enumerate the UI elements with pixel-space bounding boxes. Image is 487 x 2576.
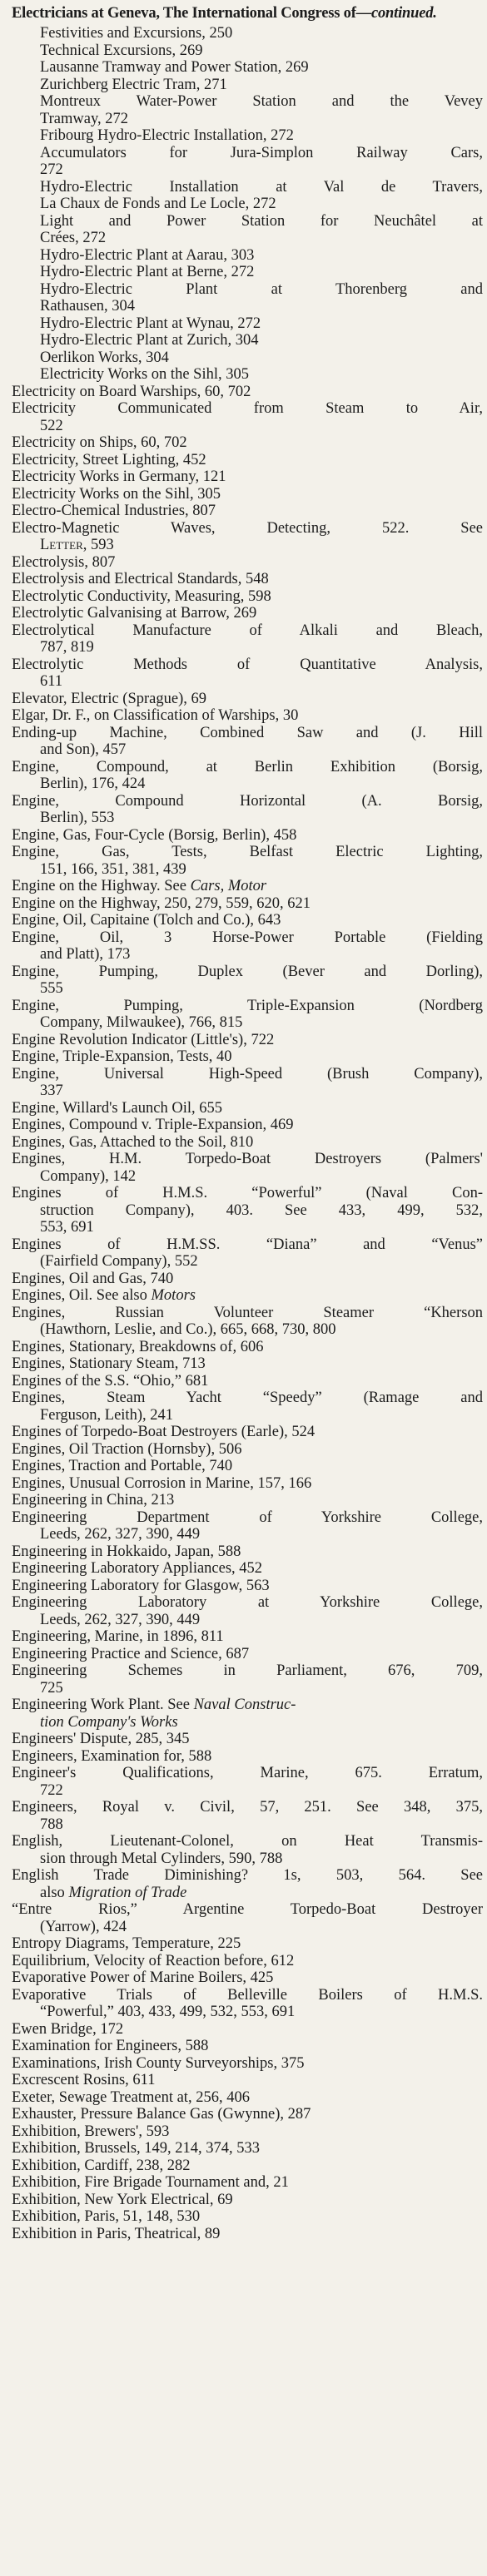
index-entry [12, 2226, 483, 2242]
index-entry [12, 2089, 483, 2106]
index-entry [12, 2038, 483, 2054]
entry-text: Hydro-Electric Plant at Berne, 272 [40, 264, 255, 280]
entry-text: Exhibition, Cardiff, 238, 282 [12, 2157, 191, 2174]
index-entry [12, 1509, 483, 1526]
entry-text: Leeds, 262, 327, 390, 449 [40, 1611, 201, 1628]
entry-text: Engineering Laboratory at Yorkshire College, [12, 1594, 483, 1611]
entry-text: Engine, Compound Horizontal (A. Borsig, [12, 792, 483, 810]
entry-text: Exhibition, Brewers', 593 [12, 2123, 170, 2140]
index-entry [12, 1799, 483, 1816]
index-entry [12, 605, 483, 622]
sub-entry [40, 332, 483, 349]
index-entry [12, 1305, 483, 1321]
entry-text: 787, 819 [40, 639, 94, 656]
entry-continuation [40, 1816, 483, 1833]
index-entry [12, 1492, 483, 1508]
index-entry [12, 434, 483, 451]
entry-text: Berlin), 176, 424 [40, 775, 146, 792]
entry-continuation [40, 741, 483, 758]
entry-continuation [40, 1782, 483, 1799]
index-entry [12, 1458, 483, 1474]
entry-text: Ending-up Machine, Combined Saw and (J. Hill [12, 724, 483, 741]
index-entry [12, 827, 483, 844]
index-entry [12, 1048, 483, 1065]
entry-text: Light and Power Station for Neuchâtel at [40, 212, 483, 230]
entry-text: Rathausen, 304 [40, 298, 136, 315]
index-entry [12, 2055, 483, 2072]
entry-text: Engineering Department of Yorkshire College, [12, 1508, 483, 1526]
entry-text: Oerlikon Works, 304 [40, 349, 169, 366]
entry-text: Electricity Communicated from Steam to Air, [12, 400, 483, 417]
entry-continuation [40, 230, 483, 246]
index-entry [12, 1594, 483, 1611]
entry-continuation [40, 673, 483, 690]
entry-text: Engines, Gas, Attached to the Soil, 810 [12, 1133, 254, 1151]
entry-text: Ewen Bridge, 172 [12, 2020, 124, 2038]
index-entry [12, 1560, 483, 1577]
entry-text: Engine, Universal High-Speed (Brush Company), [12, 1065, 483, 1082]
entry-text: 611 [40, 673, 63, 690]
index-entry [12, 707, 483, 724]
entry-continuation [40, 161, 483, 178]
index-entry [12, 691, 483, 707]
index-entry [12, 964, 483, 980]
entry-text: Leeds, 262, 327, 390, 449 [40, 1526, 201, 1543]
entry-text: “Powerful,” 403, 433, 499, 532, 553, 691 [40, 2004, 296, 2020]
entry-text: Evaporative Trials of Belleville Boilers of H.M.S. [12, 1986, 483, 2004]
index-entry [12, 1271, 483, 1287]
entry-text: 555 [40, 980, 63, 997]
index-entry [12, 2140, 483, 2157]
entry-cross-reference: Cars, Motor [190, 878, 267, 894]
sub-entry [40, 264, 483, 280]
index-entry [12, 1100, 483, 1117]
entry-text: Hydro-Electric Plant at Aarau, 303 [40, 246, 255, 264]
sub-entry [40, 42, 483, 59]
entry-text: Company, Milwaukee), 766, 815 [40, 1014, 243, 1031]
index-entry [12, 1578, 483, 1594]
index-entry [12, 2072, 483, 2088]
index-entry [12, 2021, 483, 2038]
sub-entry [40, 179, 483, 196]
index-entry [12, 1373, 483, 1390]
entry-continuation [40, 418, 483, 434]
index-entry [12, 1765, 483, 1781]
index-entry [12, 400, 483, 417]
entry-text: 553, 691 [40, 1219, 94, 1236]
index-entry [12, 759, 483, 775]
entry-text: Entropy Diagrams, Temperature, 225 [12, 1935, 241, 1952]
entry-continuation [40, 775, 483, 792]
index-entry [12, 1628, 483, 1645]
entry-text: Electrolytic Galvanising at Barrow, 269 [12, 605, 257, 622]
entry-text: Engine, Oil, 3 Horse-Power Portable (Fielding [12, 929, 483, 946]
entry-text: Exhibition, New York Electrical, 69 [12, 2191, 233, 2208]
entry-text: Crées, 272 [40, 230, 107, 246]
page-heading [12, 5, 483, 22]
entry-text: Electricity Works on the Sihl, 305 [40, 366, 249, 383]
sub-entry [40, 349, 483, 366]
index-entry [12, 929, 483, 946]
entry-text: Examinations, Irish County Surveyorships, 375 [12, 2054, 305, 2072]
entry-continuation [40, 1526, 483, 1543]
index-entry [12, 2192, 483, 2208]
entry-text: Accumulators for Jura-Simplon Railway Cars, [40, 144, 483, 161]
index-entry [12, 793, 483, 810]
entry-text: English, Lieutenant-Colonel, on Heat Transmis- [12, 1833, 483, 1850]
entry-text: Evaporative Power of Marine Boilers, 425 [12, 1969, 274, 1986]
entry-text: Exhibition in Paris, Theatrical, 89 [12, 2225, 221, 2242]
entry-text: Electricity, Street Lighting, 452 [12, 451, 206, 468]
index-entry [12, 1117, 483, 1133]
entry-text: 151, 166, 351, 381, 439 [40, 860, 186, 878]
sub-entry [40, 281, 483, 298]
entry-text: sion through Metal Cylinders, 590, 788 [40, 1850, 283, 1867]
entry-text: Engineering Work Plant. See [12, 1697, 194, 1713]
entry-continuation [40, 1680, 483, 1697]
entry-text: Engine, Pumping, Duplex (Bever and Dorling), [12, 963, 483, 980]
index-entry [12, 1355, 483, 1372]
entry-text: 788 [40, 1816, 63, 1833]
entry-text: Engineering Schemes in Parliament, 676, 709, [12, 1662, 483, 1679]
entry-text: Electricity on Board Warships, 60, 702 [12, 383, 251, 400]
index-entry [12, 1475, 483, 1492]
index-entry [12, 486, 483, 503]
index-entry [12, 725, 483, 741]
entry-text: 337 [40, 1082, 63, 1099]
index-entry [12, 1953, 483, 1969]
index-entry [12, 1748, 483, 1765]
entry-text: Festivities and Excursions, 250 [40, 25, 233, 42]
entry-text: Engineer's Qualifications, Marine, 675. Erratum, [12, 1765, 483, 1781]
entry-text: Engineering in China, 213 [12, 1492, 175, 1508]
sub-entry [40, 247, 483, 264]
entry-text: Electrolysis and Electrical Standards, 548 [12, 571, 269, 587]
entry-text: Equilibrium, Velocity of Reaction before, 612 [12, 1952, 295, 1969]
entry-text: Engine, Oil, Capitaine (Tolch and Co.), 643 [12, 912, 281, 929]
index-entry [12, 1134, 483, 1151]
entry-text: Engineering Practice and Science, 687 [12, 1645, 250, 1662]
entry-continuation [40, 1168, 483, 1185]
entry-continuation [40, 1919, 483, 1935]
entry-text: Fribourg Hydro-Electric Installation, 272 [40, 127, 294, 144]
entry-text: Engines, Stationary Steam, 713 [12, 1355, 206, 1372]
index-entry [12, 1731, 483, 1747]
sub-entry [40, 25, 483, 42]
entry-text: Zurichberg Electric Tram, 271 [40, 76, 227, 93]
entry-continuation [40, 1202, 483, 1219]
entry-cross-reference: Motors [151, 1287, 196, 1304]
entry-text: Engines, Unusual Corrosion in Marine, 157, 166 [12, 1474, 312, 1492]
entry-text: Exhibition, Paris, 51, 148, 530 [12, 2208, 201, 2225]
entry-text: Letter, 593 [40, 537, 114, 553]
index-entry [12, 656, 483, 673]
index-entry [12, 844, 483, 860]
entry-continuation [40, 861, 483, 878]
entry-text: Engine, Willard's Launch Oil, 655 [12, 1099, 222, 1117]
sub-entry [40, 77, 483, 93]
entry-text: Engines of Torpedo-Boat Destroyers (Earle), 524 [12, 1424, 316, 1440]
entry-continuation [40, 2004, 483, 2020]
entry-text: Electricity Works on the Sihl, 305 [12, 485, 221, 503]
entry-continuation [40, 1612, 483, 1628]
entry-text: (Yarrow), 424 [40, 1918, 127, 1935]
entry-text: Berlin), 553 [40, 810, 115, 826]
entry-text: La Chaux de Fonds and Le Locle, 272 [40, 196, 276, 212]
entry-text: Engine Revolution Indicator (Little's), 722 [12, 1031, 275, 1048]
entry-text: Hydro-Electric Plant at Thorenberg and [40, 280, 483, 298]
index-entry [12, 2208, 483, 2225]
entry-continuation [40, 111, 483, 127]
index-entry [12, 384, 483, 400]
index-entry [12, 1662, 483, 1679]
index-entry [12, 554, 483, 571]
entry-text: Exhibition, Brussels, 149, 214, 374, 533 [12, 2140, 261, 2157]
entry-text: Excrescent Rosins, 611 [12, 2072, 156, 2088]
entry-text: Engines, Stationary, Breakdowns of, 606 [12, 1338, 264, 1355]
entry-text: also [40, 1884, 69, 1901]
entry-text: Exeter, Sewage Treatment at, 256, 406 [12, 2088, 250, 2106]
index-entry [12, 2106, 483, 2123]
entry-text: struction Company), 403. See 433, 499, 532, [40, 1201, 483, 1219]
entry-text: Engines of the S.S. “Ohio,” 681 [12, 1372, 209, 1390]
index-entry [12, 1151, 483, 1167]
entry-text: Engines, Oil. See also [12, 1287, 152, 1304]
entry-text: Engine, Gas, Tests, Belfast Electric Lighting, [12, 844, 483, 860]
entry-text: Technical Excursions, 269 [40, 42, 203, 59]
entry-continuation [40, 1321, 483, 1338]
entry-text: Exhauster, Pressure Balance Gas (Gwynne), 287 [12, 2106, 311, 2123]
index-entry [12, 503, 483, 519]
entry-text: Engineers, Royal v. Civil, 57, 251. See 348, 375, [12, 1799, 483, 1816]
entry-text: Engine, Compound, at Berlin Exhibition (Borsig, [12, 758, 483, 775]
entry-text: Hydro-Electric Plant at Wynau, 272 [40, 315, 261, 332]
entry-continuation [40, 1885, 483, 1901]
index-entry [12, 912, 483, 929]
entry-continuation [40, 1407, 483, 1424]
entry-text: and Platt), 173 [40, 946, 131, 963]
entry-text: Engine on the Highway, 250, 279, 559, 620, 621 [12, 894, 311, 912]
index-entry [12, 571, 483, 587]
entry-continuation [40, 196, 483, 212]
entry-continuation [40, 980, 483, 997]
index-entry [12, 1697, 483, 1713]
entry-text: Exhibition, Fire Brigade Tournament and, 21 [12, 2174, 289, 2191]
entry-text: “Entre Rios,” Argentine Torpedo-Boat Destroyer [12, 1901, 483, 1918]
index-entry [12, 1185, 483, 1201]
entry-text: Engines, Steam Yacht “Speedy” (Ramage and [12, 1390, 483, 1406]
entry-continuation [40, 298, 483, 315]
heading-text: Electricians at Geneva, The International Congress of [12, 5, 356, 22]
entry-text: Engines, Traction and Portable, 740 [12, 1458, 233, 1474]
entry-cross-reference: tion Company's Works [40, 1713, 178, 1731]
entry-continuation [40, 810, 483, 826]
index-entry [12, 878, 483, 894]
entry-continuation [40, 1219, 483, 1236]
index-entry [12, 1236, 483, 1253]
entry-text: Ferguson, Leith), 241 [40, 1406, 173, 1424]
heading-suffix: —continued. [355, 5, 437, 22]
index-entry [12, 622, 483, 639]
sub-entry [40, 213, 483, 230]
entry-text: Engineering, Marine, in 1896, 811 [12, 1628, 224, 1645]
entry-text: Engines, Oil Traction (Hornsby), 506 [12, 1440, 242, 1458]
entry-text: Electro-Chemical Industries, 807 [12, 503, 216, 519]
index-entry [12, 1969, 483, 1986]
entry-text: Hydro-Electric Installation at Val de Travers, [40, 178, 483, 196]
entry-continuation [40, 1014, 483, 1031]
entry-continuation [40, 639, 483, 656]
index-entry [12, 2123, 483, 2140]
entry-text: Engine, Triple-Expansion, Tests, 40 [12, 1048, 232, 1065]
sub-entry [40, 59, 483, 76]
entry-text: Electro-Magnetic Waves, Detecting, 522. See [12, 519, 483, 537]
index-entry [12, 1339, 483, 1355]
index-entry [12, 1867, 483, 1884]
index-entry [12, 1441, 483, 1458]
entry-text: Engine, Gas, Four-Cycle (Borsig, Berlin), 458 [12, 826, 297, 844]
entry-text: Electrolytic Methods of Quantitative Analysis, [12, 656, 483, 673]
entry-text: Montreux Water-Power Station and the Vevey [40, 93, 483, 110]
entry-text: Engineering in Hokkaido, Japan, 588 [12, 1543, 241, 1560]
index-entry [12, 1390, 483, 1406]
entry-text: (Hawthorn, Leslie, and Co.), 665, 668, 730, 800 [40, 1321, 336, 1338]
index-entry [12, 2174, 483, 2191]
entry-text: Elgar, Dr. F., on Classification of Warships, 30 [12, 707, 299, 724]
entry-continuation [40, 537, 483, 553]
entry-text: Engines of H.M.S. “Powerful” (Naval Con- [12, 1185, 483, 1201]
index-entry [12, 1287, 483, 1304]
entry-text: Electricity on Ships, 60, 702 [12, 434, 187, 451]
entry-text: Engineers, Examination for, 588 [12, 1747, 212, 1765]
entry-text: Electrolytical Manufacture of Alkali and Bleach, [12, 622, 483, 639]
entry-continuation [40, 1253, 483, 1270]
sub-entry [40, 127, 483, 144]
entry-text: Electrolysis, 807 [12, 553, 116, 571]
entry-text: Hydro-Electric Plant at Zurich, 304 [40, 332, 259, 349]
index-entry [12, 895, 483, 912]
entry-continuation [40, 946, 483, 963]
entry-continuation [40, 1850, 483, 1867]
entry-text: 272 [40, 161, 63, 178]
entry-text: 725 [40, 1679, 63, 1697]
index-entry [12, 588, 483, 605]
entry-text: 522 [40, 417, 63, 434]
index-entry [12, 1066, 483, 1082]
entry-text: English Trade Diminishing? 1s, 503, 564. See [12, 1867, 483, 1884]
entry-text: Engines, Oil and Gas, 740 [12, 1270, 174, 1287]
index-entry [12, 1424, 483, 1440]
entry-continuation [40, 1082, 483, 1099]
entry-text: Company), 142 [40, 1167, 137, 1185]
sub-entry [40, 315, 483, 332]
entry-text: (Fairfield Company), 552 [40, 1253, 198, 1270]
entry-text: 722 [40, 1781, 63, 1799]
entry-text: Engineers' Dispute, 285, 345 [12, 1731, 190, 1747]
sub-entry [40, 93, 483, 110]
sub-entry [40, 366, 483, 383]
index-entry [12, 1032, 483, 1048]
entry-cross-reference: Migration of Trade [68, 1884, 187, 1901]
index-entry [12, 1646, 483, 1662]
entry-text: and Son), 457 [40, 741, 127, 758]
entry-text: Examination for Engineers, 588 [12, 2038, 209, 2054]
entry-text: Tramway, 272 [40, 110, 129, 127]
index-entry [12, 1901, 483, 1918]
entry-text: Electricity Works in Germany, 121 [12, 468, 226, 485]
index-entry [12, 1543, 483, 1560]
entry-text: Engine, Pumping, Triple-Expansion (Nordberg [12, 997, 483, 1014]
index-entry [12, 2157, 483, 2174]
index-entry [12, 452, 483, 468]
index-entry [12, 468, 483, 485]
entry-text: Engineering Laboratory for Glasgow, 563 [12, 1577, 270, 1594]
entry-text: Engineering Laboratory Appliances, 452 [12, 1560, 263, 1577]
entry-text: Electrolytic Conductivity, Measuring, 598 [12, 587, 271, 605]
index-entry [12, 1935, 483, 1952]
entry-text: Engines of H.M.SS. “Diana” and “Venus” [12, 1236, 483, 1253]
entry-cross-reference: Naval Construc- [193, 1697, 296, 1713]
entry-continuation [40, 1714, 483, 1731]
entry-text: Engines, H.M. Torpedo-Boat Destroyers (Palmers' [12, 1151, 483, 1167]
entry-text: Elevator, Electric (Sprague), 69 [12, 690, 207, 707]
entry-text: Lausanne Tramway and Power Station, 269 [40, 59, 309, 76]
index-entry [12, 998, 483, 1014]
index-entry [12, 1987, 483, 2004]
entry-text: Engines, Compound v. Triple-Expansion, 469 [12, 1117, 294, 1133]
sub-entry [40, 145, 483, 161]
entry-text: Engines, Russian Volunteer Steamer “Kherson [12, 1304, 483, 1321]
entry-text: Engine on the Highway. See [12, 878, 191, 894]
index-entry [12, 1833, 483, 1850]
index-entry [12, 520, 483, 537]
